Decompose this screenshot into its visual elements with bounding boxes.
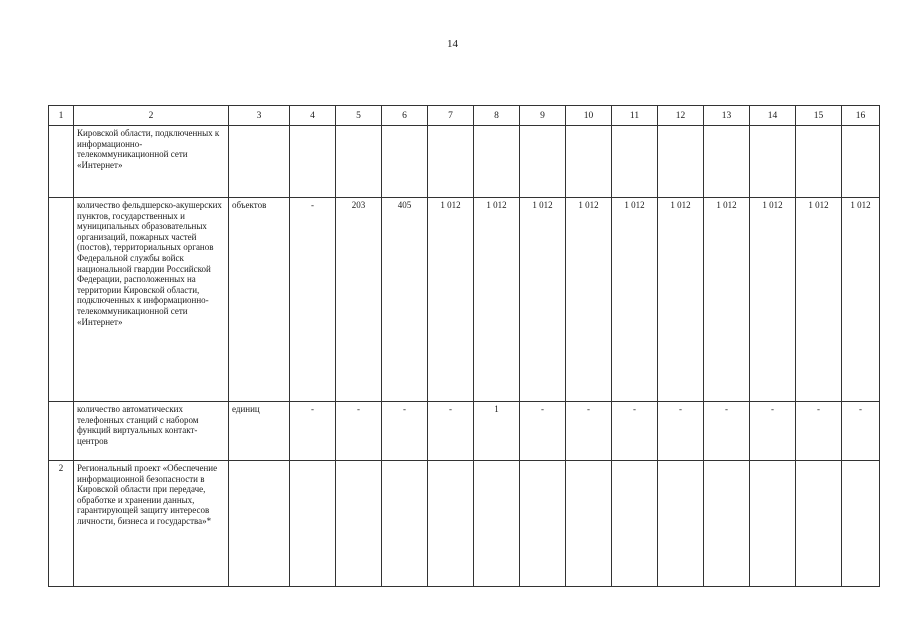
column-number-8: 8 [474, 106, 520, 126]
indicator-name-cell: количество автоматических телефонных станций с набором функций виртуальных контакт-центров [74, 402, 229, 461]
value-cell: - [750, 402, 796, 461]
table-row [49, 461, 880, 587]
value-cell [658, 461, 704, 587]
column-number-13: 13 [704, 106, 750, 126]
value-cell [796, 461, 842, 587]
column-number-2: 2 [74, 106, 229, 126]
value-cell: 1 012 [704, 198, 750, 402]
value-cell: 203 [336, 198, 382, 402]
row-number-cell [49, 198, 74, 402]
column-number-3: 3 [229, 106, 290, 126]
value-cell [796, 126, 842, 198]
value-cell: - [290, 198, 336, 402]
row-number-cell [49, 402, 74, 461]
value-cell: - [612, 402, 658, 461]
value-cell: 1 012 [796, 198, 842, 402]
unit-cell: единиц [229, 402, 290, 461]
value-cell [612, 126, 658, 198]
value-cell [566, 461, 612, 587]
column-number-4: 4 [290, 106, 336, 126]
value-cell [750, 461, 796, 587]
value-cell: - [428, 402, 474, 461]
value-cell [428, 126, 474, 198]
value-cell: - [520, 402, 566, 461]
indicator-name-cell: Региональный проект «Обеспечение информационной безопасности в Кировской области при передаче, обработке и хранении данных, гарантирующей защиту интересов личности, бизнеса и государства»* [74, 461, 229, 587]
value-cell: - [290, 402, 336, 461]
indicator-name-cell: Кировской области, подключенных к информационно-телекоммуникационной сети «Интернет» [74, 126, 229, 198]
value-cell: - [704, 402, 750, 461]
table-row [49, 126, 880, 198]
value-cell [612, 461, 658, 587]
value-cell: - [796, 402, 842, 461]
value-cell [428, 461, 474, 587]
value-cell [382, 461, 428, 587]
row-number-cell [49, 126, 74, 198]
value-cell [520, 126, 566, 198]
column-number-7: 7 [428, 106, 474, 126]
column-number-9: 9 [520, 106, 566, 126]
column-number-6: 6 [382, 106, 428, 126]
unit-cell: объектов [229, 198, 290, 402]
column-number-15: 15 [796, 106, 842, 126]
value-cell [520, 461, 566, 587]
value-cell [290, 461, 336, 587]
value-cell [566, 126, 612, 198]
value-cell [290, 126, 336, 198]
table-row [49, 402, 880, 461]
column-number-12: 12 [658, 106, 704, 126]
value-cell [474, 126, 520, 198]
column-number-14: 14 [750, 106, 796, 126]
column-number-16: 16 [842, 106, 880, 126]
value-cell: - [566, 402, 612, 461]
value-cell: 1 012 [750, 198, 796, 402]
column-number-1: 1 [49, 106, 74, 126]
value-cell: 1 012 [658, 198, 704, 402]
value-cell: - [382, 402, 428, 461]
value-cell: 1 012 [520, 198, 566, 402]
indicator-name-cell: количество фельдшерско-акушерских пунктов, государственных и муниципальных образовательных организаций, пожарных частей (постов), территориальных органов Федеральной службы войск национальной гвардии Российской Федерации, расположенных на территории Кировской области, подключенных к информационно-телекоммуникационной сети «Интернет» [74, 198, 229, 402]
table-row [49, 198, 880, 402]
value-cell [382, 126, 428, 198]
value-cell: 1 012 [612, 198, 658, 402]
column-number-11: 11 [612, 106, 658, 126]
value-cell [336, 461, 382, 587]
value-cell: 1 012 [566, 198, 612, 402]
column-number-10: 10 [566, 106, 612, 126]
page-number: 14 [447, 38, 458, 50]
value-cell: 1 012 [428, 198, 474, 402]
column-number-5: 5 [336, 106, 382, 126]
value-cell [842, 126, 880, 198]
value-cell: - [336, 402, 382, 461]
value-cell [750, 126, 796, 198]
value-cell [704, 126, 750, 198]
value-cell: 405 [382, 198, 428, 402]
unit-cell [229, 126, 290, 198]
value-cell [842, 461, 880, 587]
unit-cell [229, 461, 290, 587]
value-cell: 1 012 [842, 198, 880, 402]
value-cell [704, 461, 750, 587]
row-number-cell: 2 [49, 461, 74, 587]
value-cell: - [658, 402, 704, 461]
indicator-table [48, 105, 880, 587]
value-cell [658, 126, 704, 198]
value-cell [474, 461, 520, 587]
value-cell: - [842, 402, 880, 461]
value-cell: 1 [474, 402, 520, 461]
value-cell [336, 126, 382, 198]
value-cell: 1 012 [474, 198, 520, 402]
column-number-row [49, 106, 880, 126]
